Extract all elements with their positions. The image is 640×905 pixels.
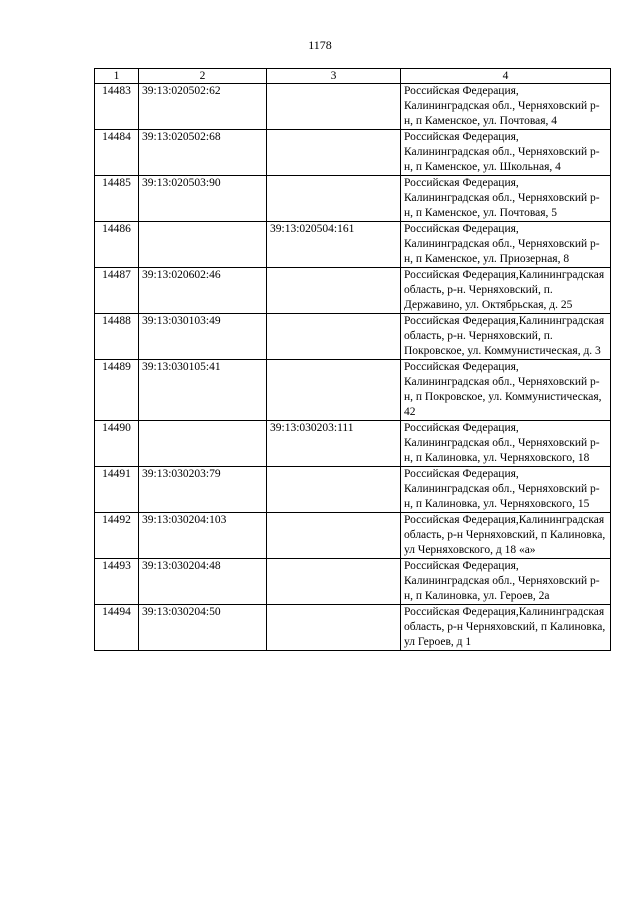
record-number-cell: 14485 — [95, 176, 139, 222]
table-row — [95, 513, 611, 559]
cadastral-number-alt-cell — [267, 84, 401, 130]
cadastral-number-cell: 39:13:020503:90 — [139, 176, 267, 222]
table-row — [95, 268, 611, 314]
address-cell: Российская Федерация,Калининградская область, р-н. Черняховский, п. Державино, ул. Октябрьская, д. 25 — [401, 268, 611, 314]
table-body — [95, 84, 611, 651]
cadastral-number-alt-cell — [267, 559, 401, 605]
address-cell: Российская Федерация, Калининградская обл., Черняховский р-н, п Калиновка, ул. Героев, 2а — [401, 559, 611, 605]
cadastral-number-alt-cell — [267, 130, 401, 176]
cadastral-number-cell: 39:13:030203:79 — [139, 467, 267, 513]
cadastral-number-cell: 39:13:030204:48 — [139, 559, 267, 605]
cadastral-number-alt-cell — [267, 605, 401, 651]
address-cell: Российская Федерация, Калининградская обл., Черняховский р-н, п Калиновка, ул. Черняховского, 15 — [401, 467, 611, 513]
column-header-1: 1 — [95, 69, 139, 84]
registry-table — [94, 68, 611, 651]
record-number-cell: 14488 — [95, 314, 139, 360]
table-row — [95, 605, 611, 651]
record-number-cell: 14494 — [95, 605, 139, 651]
record-number-cell: 14490 — [95, 421, 139, 467]
cadastral-number-cell: 39:13:030204:103 — [139, 513, 267, 559]
cadastral-number-alt-cell — [267, 268, 401, 314]
table-row — [95, 559, 611, 605]
record-number-cell: 14483 — [95, 84, 139, 130]
address-cell: Российская Федерация,Калининградская область, р-н. Черняховский, п. Покровское, ул. Коммунистическая, д. 3 — [401, 314, 611, 360]
table-row — [95, 314, 611, 360]
address-cell: Российская Федерация, Калининградская обл., Черняховский р-н, п Каменское, ул. Приозерная, 8 — [401, 222, 611, 268]
record-number-cell: 14493 — [95, 559, 139, 605]
table-row — [95, 84, 611, 130]
address-cell: Российская Федерация, Калининградская обл., Черняховский р-н, п Каменское, ул. Почтовая, 5 — [401, 176, 611, 222]
address-cell: Российская Федерация,Калининградская область, р-н Черняховский, п Калиновка, ул Черняховского, д 18 «а» — [401, 513, 611, 559]
cadastral-number-alt-cell — [267, 314, 401, 360]
column-header-3: 3 — [267, 69, 401, 84]
page-number: 1178 — [308, 38, 332, 52]
table-row — [95, 130, 611, 176]
cadastral-number-alt-cell: 39:13:020504:161 — [267, 222, 401, 268]
table-row — [95, 421, 611, 467]
address-cell: Российская Федерация, Калининградская обл., Черняховский р-н, п Каменское, ул. Почтовая, 4 — [401, 84, 611, 130]
table-row — [95, 176, 611, 222]
cadastral-number-alt-cell — [267, 360, 401, 421]
cadastral-number-cell: 39:13:020502:68 — [139, 130, 267, 176]
address-cell: Российская Федерация,Калининградская область, р-н Черняховский, п Калиновка, ул Героев, д 1 — [401, 605, 611, 651]
address-cell: Российская Федерация, Калининградская обл., Черняховский р-н, п Каменское, ул. Школьная, 4 — [401, 130, 611, 176]
cadastral-number-cell — [139, 421, 267, 467]
column-header-2: 2 — [139, 69, 267, 84]
cadastral-number-cell: 39:13:020602:46 — [139, 268, 267, 314]
record-number-cell: 14489 — [95, 360, 139, 421]
table-row — [95, 467, 611, 513]
cadastral-number-alt-cell: 39:13:030203:111 — [267, 421, 401, 467]
cadastral-number-cell: 39:13:030105:41 — [139, 360, 267, 421]
cadastral-number-alt-cell — [267, 513, 401, 559]
record-number-cell: 14486 — [95, 222, 139, 268]
cadastral-number-alt-cell — [267, 467, 401, 513]
table-header-row — [95, 69, 611, 84]
address-cell: Российская Федерация, Калининградская обл., Черняховский р-н, п Покровское, ул. Коммунистическая, 42 — [401, 360, 611, 421]
record-number-cell: 14492 — [95, 513, 139, 559]
record-number-cell: 14487 — [95, 268, 139, 314]
cadastral-number-cell: 39:13:030204:50 — [139, 605, 267, 651]
cadastral-number-alt-cell — [267, 176, 401, 222]
record-number-cell: 14484 — [95, 130, 139, 176]
cadastral-number-cell: 39:13:020502:62 — [139, 84, 267, 130]
cadastral-number-cell: 39:13:030103:49 — [139, 314, 267, 360]
column-header-4: 4 — [401, 69, 611, 84]
table-row — [95, 222, 611, 268]
table-row — [95, 360, 611, 421]
record-number-cell: 14491 — [95, 467, 139, 513]
cadastral-number-cell — [139, 222, 267, 268]
address-cell: Российская Федерация, Калининградская обл., Черняховский р-н, п Калиновка, ул. Черняховского, 18 — [401, 421, 611, 467]
